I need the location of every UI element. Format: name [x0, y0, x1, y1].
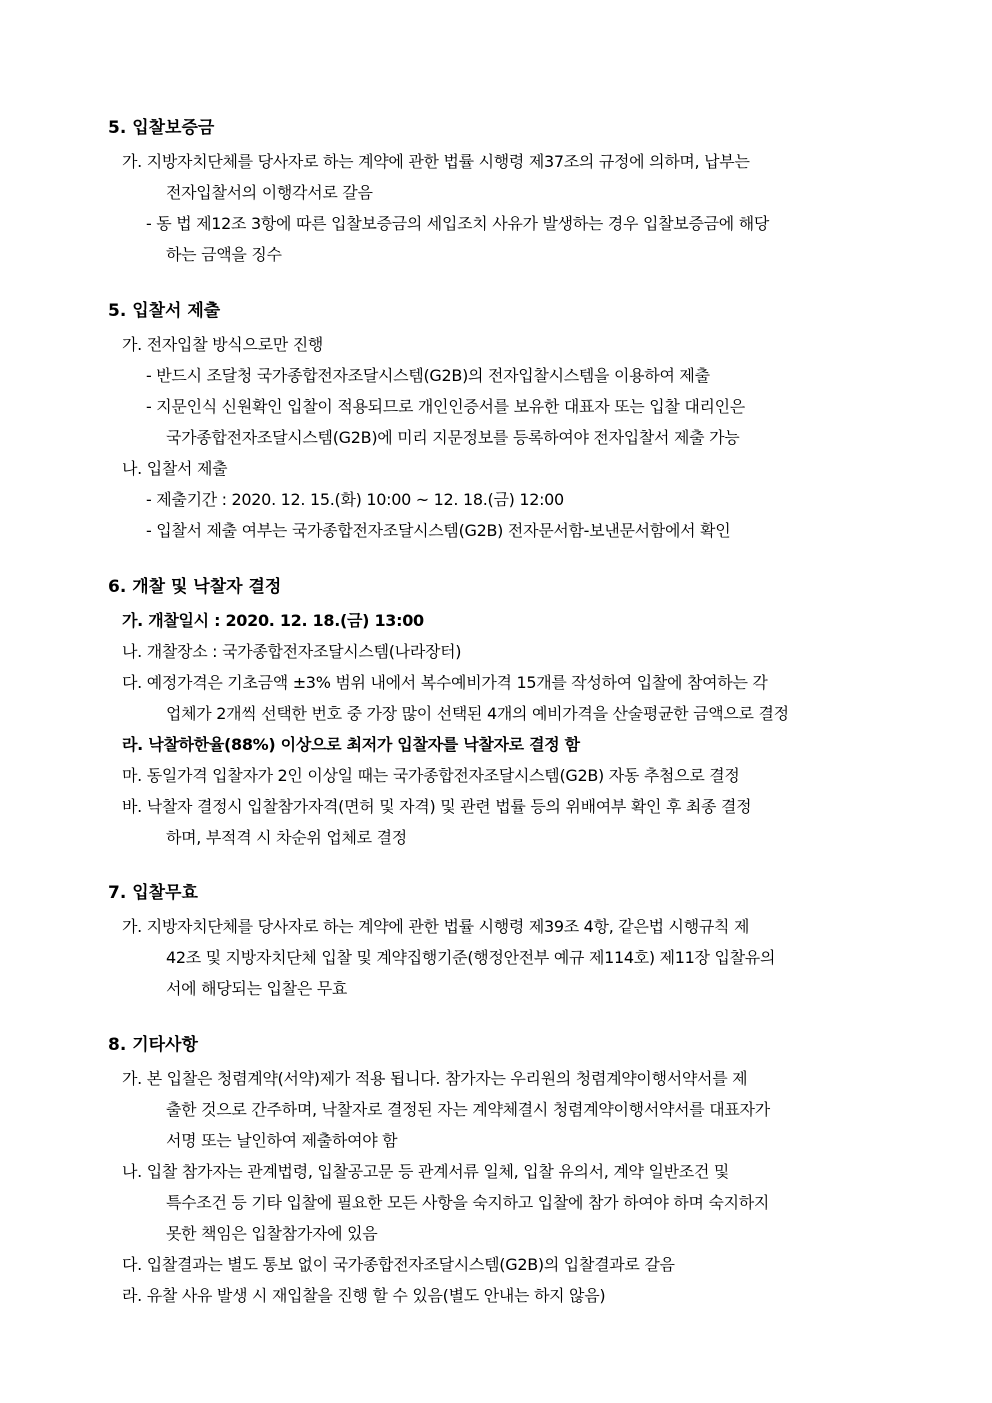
section-bid-submission [108, 297, 928, 546]
sub-clause-line: - 지문인식 신원확인 입찰이 적용되므로 개인인증서를 보유한 대표자 또는 입찰 대리인은 [146, 397, 745, 416]
clause-continuation: 국가종합전자조달시스템(G2B)에 미리 지문정보를 등록하여야 전자입찰서 제출 가능 [166, 428, 740, 447]
sub-clause-line: - 제출기간 : 2020. 12. 15.(화) 10:00 ~ 12. 18.(금) 12:00 [146, 490, 564, 509]
sub-clause-line: - 반드시 조달청 국가종합전자조달시스템(G2B)의 전자입찰시스템을 이용하여 제출 [146, 366, 710, 385]
clause-line: 다. 입찰결과는 별도 통보 없이 국가종합전자조달시스템(G2B)의 입찰결과로 갈음 [122, 1255, 675, 1274]
clause-continuation: 서에 해당되는 입찰은 무효 [166, 979, 348, 998]
sub-clause-line: - 입찰서 제출 여부는 국가종합전자조달시스템(G2B) 전자문서함-보낸문서함에서 확인 [146, 521, 731, 540]
section-misc [108, 1031, 928, 1311]
clause-line: 가. 지방자치단체를 당사자로 하는 계약에 관한 법률 시행령 제37조의 규정에 의하며, 납부는 [122, 152, 750, 171]
clause-line: 마. 동일가격 입찰자가 2인 이상일 때는 국가종합전자조달시스템(G2B) 자동 추첨으로 결정 [122, 766, 740, 785]
clause-line: 나. 입찰서 제출 [122, 459, 228, 478]
section-heading: 5. 입찰보증금 [108, 118, 215, 138]
clause-continuation: 못한 책임은 입찰참가자에 있음 [166, 1224, 378, 1243]
clause-line: 나. 개찰장소 : 국가종합전자조달시스템(나라장터) [122, 642, 462, 661]
clause-continuation: 42조 및 지방자치단체 입찰 및 계약집행기준(행정안전부 예규 제114호) 제11장 입찰유의 [166, 948, 776, 967]
clause-line: 바. 낙찰자 결정시 입찰참가자격(면허 및 자격) 및 관련 법률 등의 위배여부 확인 후 최종 결정 [122, 797, 752, 816]
section-bid-deposit [108, 114, 928, 270]
clause-line: 가. 지방자치단체를 당사자로 하는 계약에 관한 법률 시행령 제39조 4항, 같은법 시행규칙 제 [122, 917, 750, 936]
section-bid-invalid [108, 879, 928, 1004]
clause-line: 다. 예정가격은 기초금액 ±3% 범위 내에서 복수예비가격 15개를 작성하여 입찰에 참여하는 각 [122, 673, 768, 692]
clause-line: 가. 전자입찰 방식으로만 진행 [122, 335, 324, 354]
clause-continuation: 출한 것으로 간주하며, 낙찰자로 결정된 자는 계약체결시 청렴계약이행서약서를 대표자가 [166, 1100, 770, 1119]
clause-continuation: 하며, 부적격 시 차순위 업체로 결정 [166, 828, 407, 847]
clause-continuation: 하는 금액을 징수 [166, 245, 282, 264]
section-heading: 8. 기타사항 [108, 1035, 198, 1055]
section-heading: 6. 개찰 및 낙찰자 결정 [108, 577, 282, 597]
clause-continuation: 전자입찰서의 이행각서로 갈음 [166, 183, 373, 202]
clause-line-award-rate: 라. 낙찰하한율(88%) 이상으로 최저가 입찰자를 낙찰자로 결정 함 [122, 735, 580, 754]
clause-line: 나. 입찰 참가자는 관계법령, 입찰공고문 등 관계서류 일체, 입찰 유의서, 계약 일반조건 및 [122, 1162, 730, 1181]
clause-continuation: 특수조건 등 기타 입찰에 필요한 모든 사항을 숙지하고 입찰에 참가 하여야 하며 숙지하지 [166, 1193, 770, 1212]
section-heading: 5. 입찰서 제출 [108, 301, 221, 321]
clause-continuation: 업체가 2개씩 선택한 번호 중 가장 많이 선택된 4개의 예비가격을 산술평균한 금액으로 결정 [166, 704, 789, 723]
clause-continuation: 서명 또는 날인하여 제출하여야 함 [166, 1131, 398, 1150]
clause-line-opening-date: 가. 개찰일시 : 2020. 12. 18.(금) 13:00 [122, 611, 424, 630]
clause-line: 라. 유찰 사유 발생 시 재입찰을 진행 할 수 있음(별도 안내는 하지 않음) [122, 1286, 606, 1305]
sub-clause-line: - 동 법 제12조 3항에 따른 입찰보증금의 세입조치 사유가 발생하는 경우 입찰보증금에 해당 [146, 214, 770, 233]
section-heading: 7. 입찰무효 [108, 883, 198, 903]
section-opening-award [108, 573, 928, 853]
clause-line: 가. 본 입찰은 청렴계약(서약)제가 적용 됩니다. 참가자는 우리원의 청렴계약이행서약서를 제 [122, 1069, 748, 1088]
